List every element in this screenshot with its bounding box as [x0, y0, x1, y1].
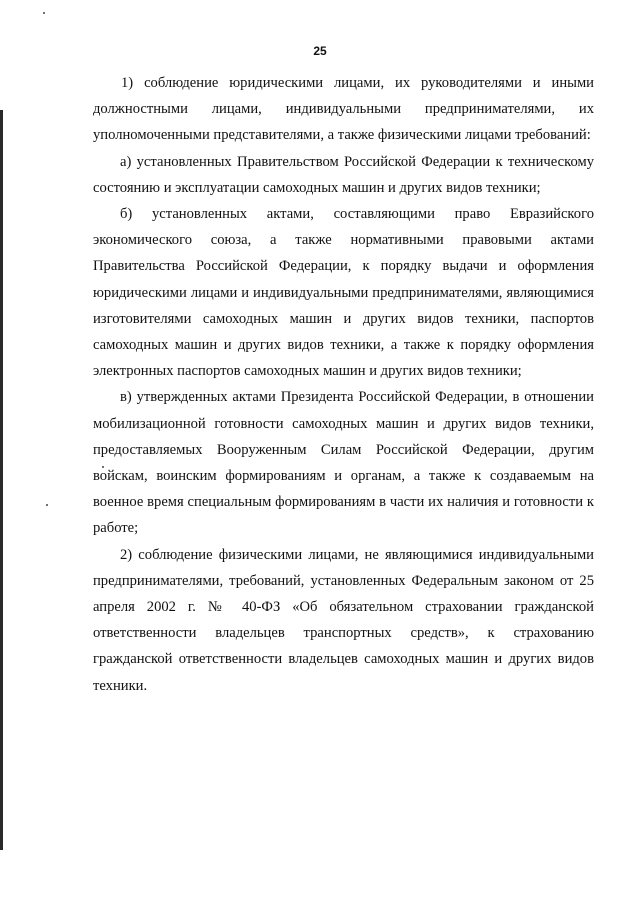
scan-edge-shadow	[0, 110, 3, 850]
scan-speck	[46, 504, 48, 506]
document-body	[93, 70, 594, 699]
scan-speck	[43, 12, 45, 14]
paragraph-subitem-v: в) утвержденных актами Президента Российской Федерации, в отношении мобилизационной готовности самоходных машин и других видов техники, предоставляемых Вооруженным Силам Российской Федерации, другим войскам, воинским формированиям и органам, а также к создаваемым на военное время специальным формированиям в части их наличия и готовности к работе;	[93, 389, 594, 537]
paragraph-item-2: 2) соблюдение физическими лицами, не являющимися индивидуальными предпринимателями, требований, установленных Федеральным законом от 25 апреля 2002 г. № 40-ФЗ «Об обязательном страховании гражданской ответственности владельцев транспортных средств», к страхованию гражданской ответственности владельцев самоходных машин и других видов техники.	[93, 546, 594, 694]
paragraph-subitem-a: а) установленных Правительством Российской Федерации к техническому состоянию и эксплуатации самоходных машин и других видов техники;	[93, 153, 594, 196]
paragraph-item-1: 1) соблюдение юридическими лицами, их руководителями и иными должностными лицами, индивидуальными предпринимателями, их уполномоченными представителями, а также физическими лицами требований:	[93, 75, 594, 144]
paragraph-subitem-b: б) установленных актами, составляющими право Евразийского экономического союза, а также нормативными правовыми актами Правительства Российской Федерации, к порядку выдачи и оформления юридическими лицами и индивидуальными предпринимателями, являющимися изготовителями самоходных машин и других видов техники, паспортов самоходных машин и других видов техники, а также к порядку оформления электронных паспортов самоходных машин и других видов техники;	[93, 206, 594, 380]
page-number: 25	[313, 44, 327, 58]
